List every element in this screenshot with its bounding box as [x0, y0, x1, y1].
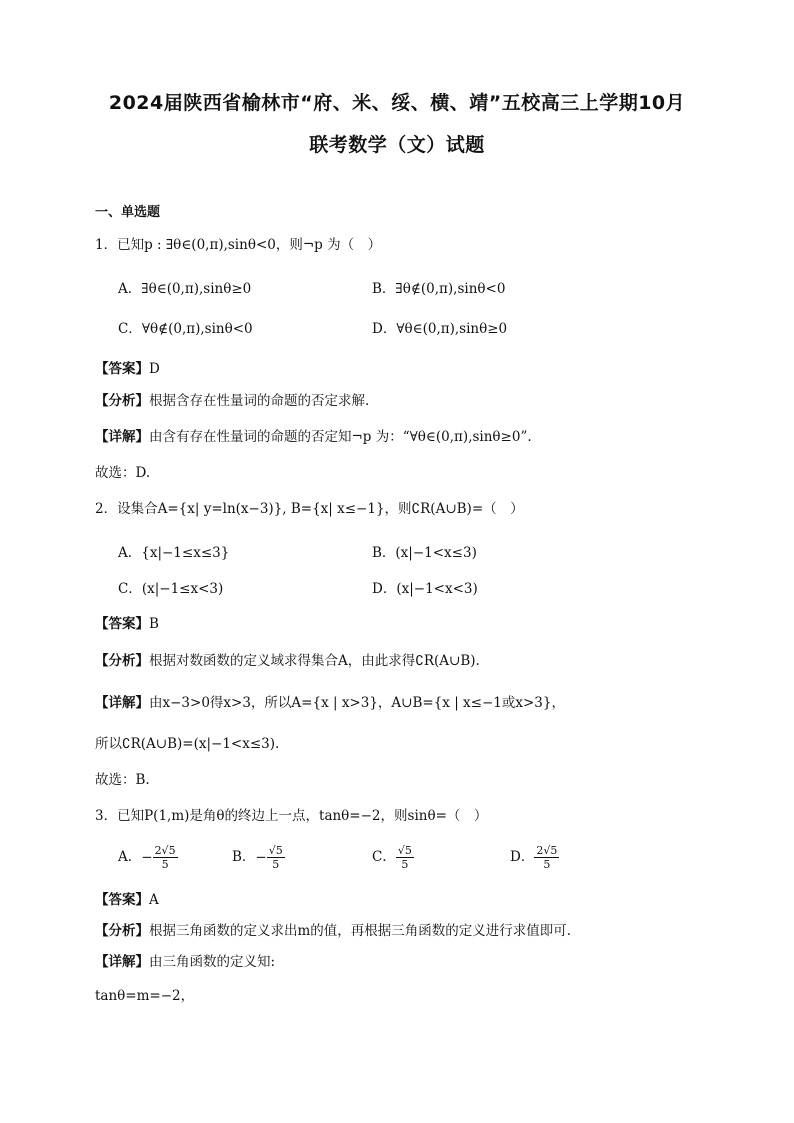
q3-option-c	[372, 844, 414, 871]
q1-option-d: D．∀θ∈(0,π),sinθ≥0	[372, 321, 508, 337]
q3-detail-2: tanθ=m=−2，	[95, 988, 195, 1004]
q1-option-c: C．∀θ∉(0,π),sinθ<0	[118, 321, 253, 337]
q2-detail-tag: 【详解】	[95, 695, 149, 711]
q2-answer-tag: 【答案】	[95, 616, 149, 632]
q2-option-a: A．{x|−1≤x≤3}	[118, 545, 230, 561]
q3-answer: A	[149, 892, 159, 908]
q3-option-c-label: C．	[372, 849, 396, 865]
q2-detail: 由x−3>0得x>3，所以A={x | x>3}，A∪B={x | x≤−1或x>3}，	[149, 695, 565, 711]
q3-option-d-label: D．	[510, 849, 535, 865]
q3-option-d	[510, 844, 559, 871]
q3-answer-line	[95, 891, 159, 909]
q2-option-c: C．(x|−1≤x<3)	[118, 581, 224, 597]
q1-option-a: A．∃θ∈(0,π),sinθ≥0	[118, 281, 252, 297]
q1-conclusion: 故选：D.	[95, 465, 151, 481]
q3-option-a-denominator: 5	[161, 858, 169, 871]
title-line-2: 联考数学（文）试题	[309, 134, 485, 156]
q3-option-b-denominator: 5	[272, 858, 280, 871]
q1-answer-tag: 【答案】	[95, 361, 149, 377]
q1-stem: 1．已知p : ∃θ∈(0,π),sinθ<0，则¬p 为（ ）	[95, 237, 382, 253]
q3-option-d-denominator: 5	[543, 858, 551, 871]
q1-detail-line	[95, 428, 532, 446]
q3-option-d-numerator: 2√5	[536, 844, 558, 857]
q3-analysis-tag: 【分析】	[95, 923, 149, 939]
q1-analysis-line	[95, 392, 369, 410]
q3-analysis: 根据三角函数的定义求出m的值，再根据三角函数的定义进行求值即可.	[149, 923, 572, 939]
q3-option-b-fraction	[267, 844, 285, 871]
q3-option-b-numerator: √5	[268, 844, 283, 857]
q1-analysis: 根据含存在性量词的命题的否定求解.	[149, 393, 370, 409]
q3-stem: 3．已知P(1,m)是角θ的终边上一点，tanθ=−2，则sinθ=（ ）	[95, 808, 488, 824]
q3-option-c-fraction	[396, 844, 414, 871]
q2-option-b: B．(x|−1<x≤3)	[372, 545, 477, 561]
q1-answer: D	[149, 361, 160, 377]
q3-option-c-numerator: √5	[397, 844, 412, 857]
q2-analysis-tag: 【分析】	[95, 653, 149, 669]
q2-detail-line	[95, 694, 565, 712]
q3-option-a-numerator: 2√5	[154, 844, 176, 857]
q2-answer: B	[149, 616, 159, 632]
q3-option-d-fraction	[534, 844, 559, 871]
q3-detail-line	[95, 953, 275, 971]
q3-option-b	[232, 844, 285, 871]
q2-stem: 2．设集合A={x| y=ln(x−3)}, B={x| x≤−1}，则∁R(A∪B)=（ ）	[95, 501, 524, 517]
q2-detail-2: 所以∁R(A∪B)=(x|−1<x≤3).	[95, 736, 280, 752]
q2-conclusion: 故选：B.	[95, 772, 150, 788]
q2-analysis: 根据对数函数的定义域求得集合A，由此求得∁R(A∪B).	[149, 653, 480, 669]
q3-option-a-sign: −	[141, 849, 153, 866]
q1-detail: 由含有存在性量词的命题的否定知¬p 为：“∀θ∈(0,π),sinθ≥0”.	[149, 429, 532, 445]
q1-detail-tag: 【详解】	[95, 429, 149, 445]
q3-option-a-fraction	[153, 844, 178, 871]
q3-answer-tag: 【答案】	[95, 892, 149, 908]
q2-option-d: D．(x|−1<x<3)	[372, 581, 478, 597]
q3-analysis-line	[95, 922, 571, 940]
q1-answer-line	[95, 360, 160, 378]
q3-detail-tag: 【详解】	[95, 954, 149, 970]
q2-analysis-line	[95, 652, 480, 670]
title-line-1: 2024届陕西省榆林市“府、米、绥、横、靖”五校高三上学期10月	[108, 92, 686, 114]
q3-option-b-label: B．	[232, 849, 256, 865]
q3-option-b-sign: −	[255, 849, 267, 866]
q3-option-c-denominator: 5	[401, 858, 409, 871]
q2-answer-line	[95, 615, 159, 633]
q3-detail: 由三角函数的定义知:	[149, 954, 276, 970]
q3-option-a-label: A．	[118, 849, 142, 865]
q3-option-a	[118, 844, 178, 871]
q1-option-b: B．∃θ∉(0,π),sinθ<0	[372, 281, 506, 297]
q1-analysis-tag: 【分析】	[95, 393, 149, 409]
section-heading: 一、单选题	[95, 205, 161, 220]
